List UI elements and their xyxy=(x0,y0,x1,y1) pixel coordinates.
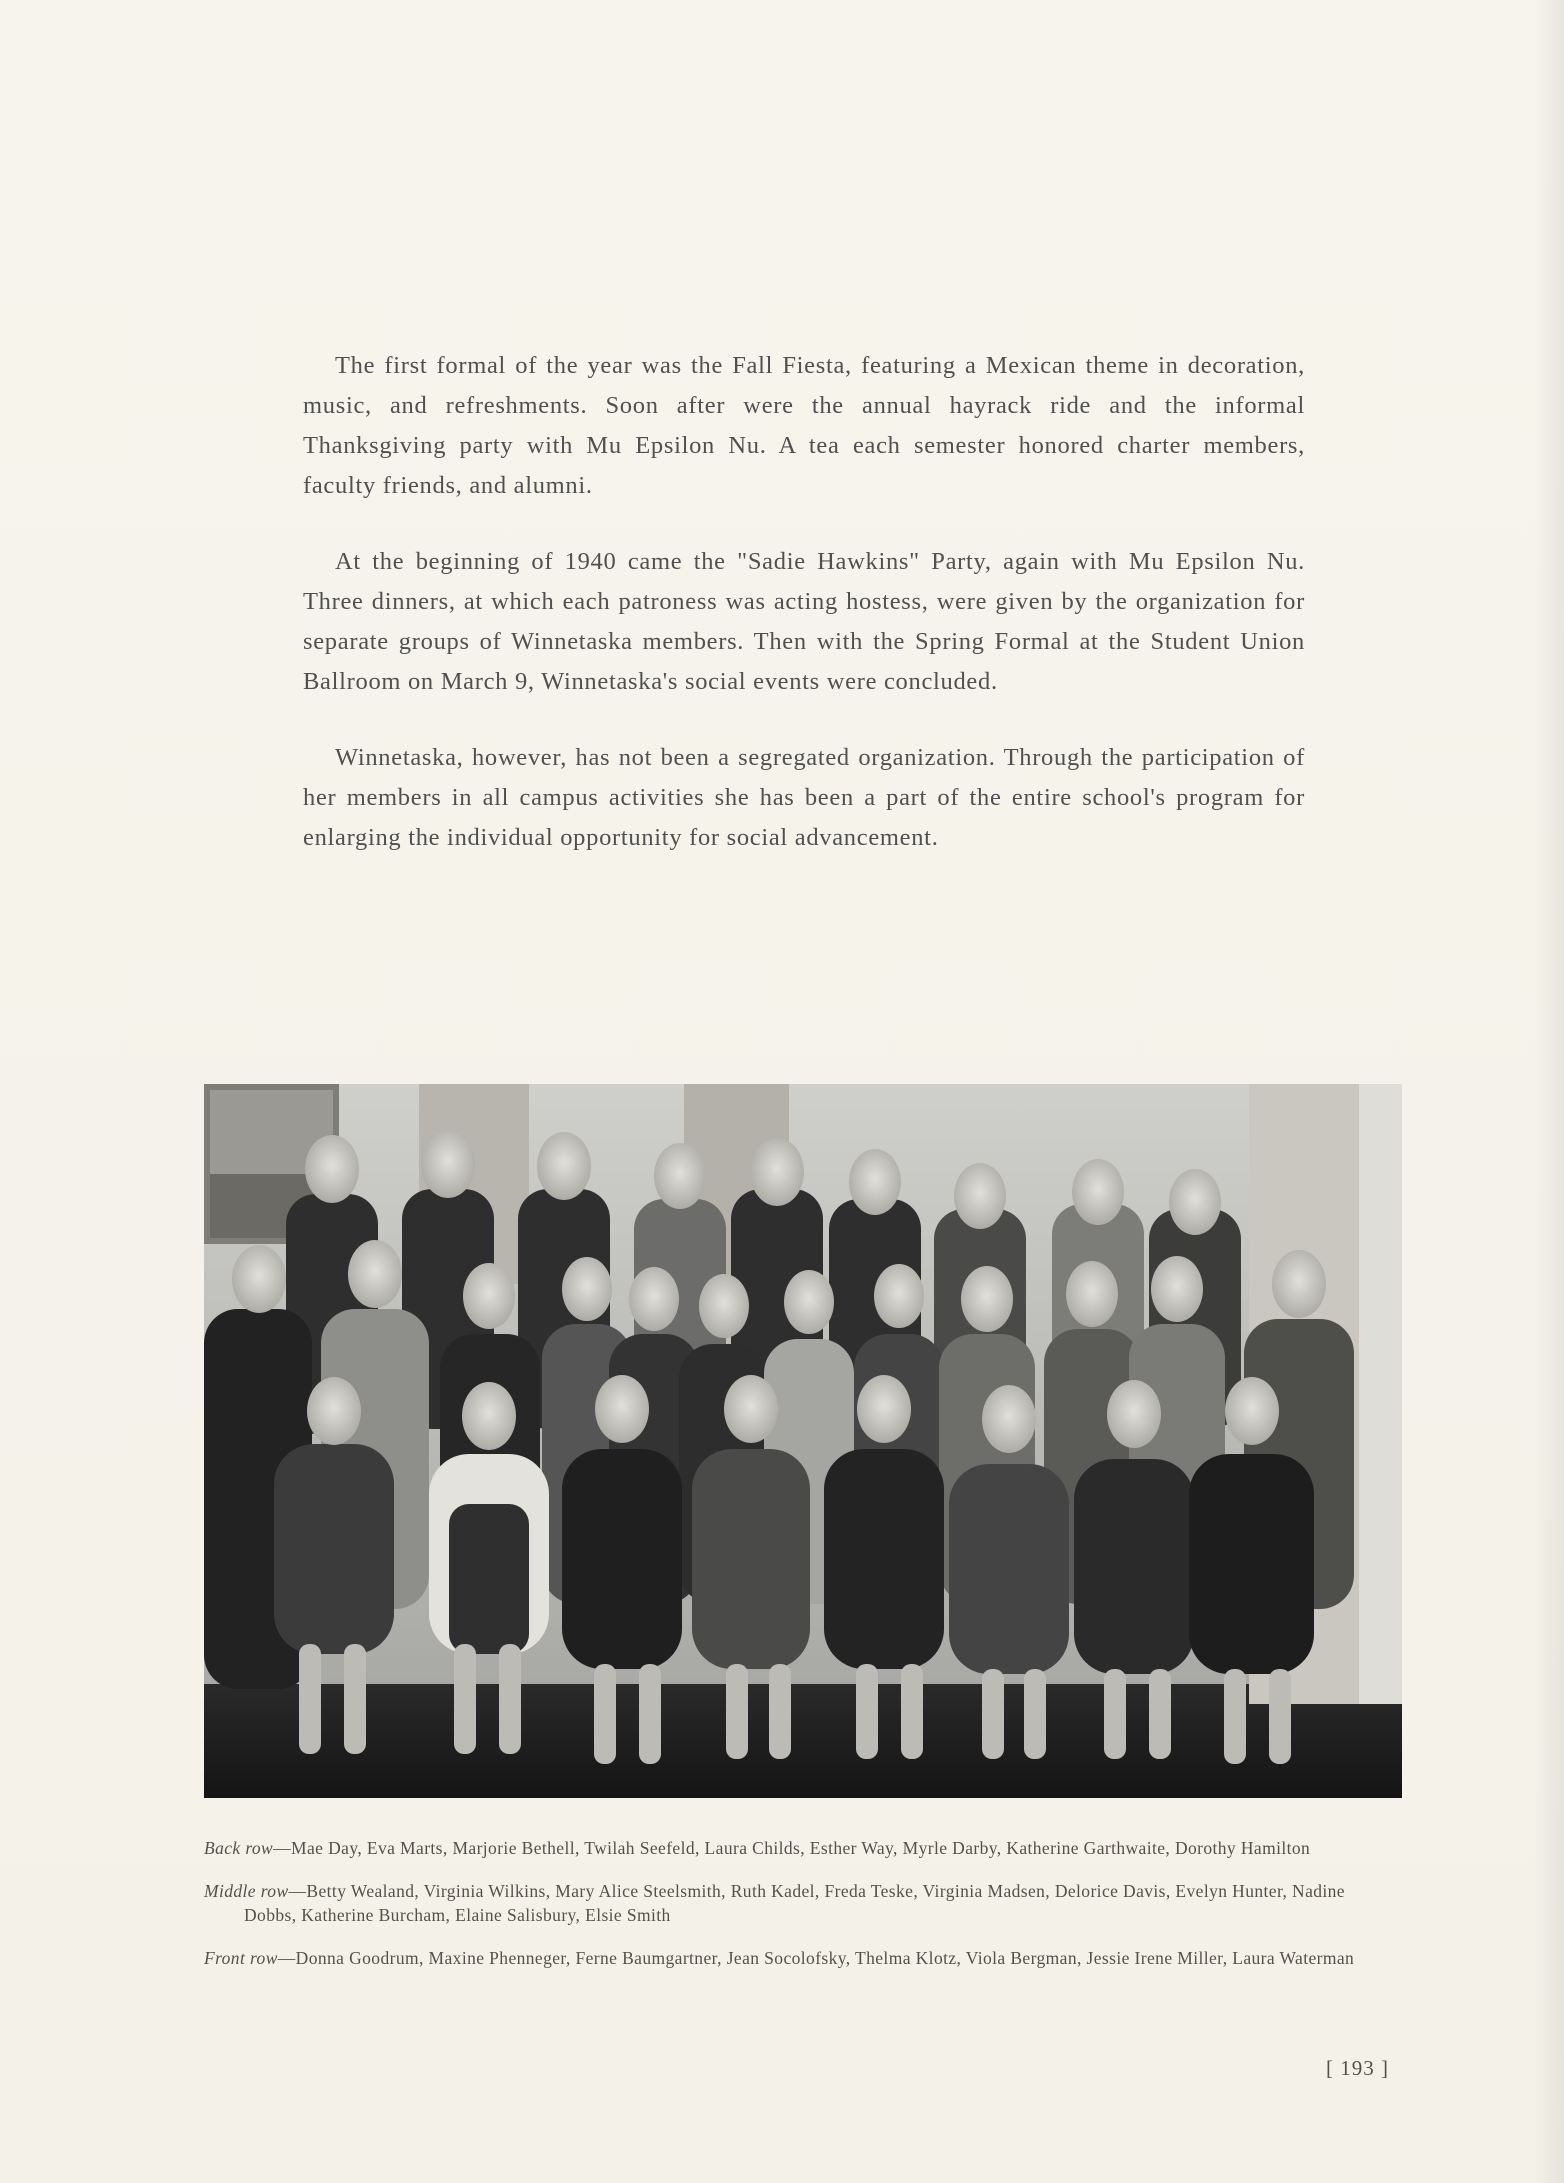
body-text xyxy=(303,346,1305,894)
caption-back-row-label: Back row xyxy=(204,1838,274,1858)
caption-middle-row-names: —Betty Wealand, Virginia Wilkins, Mary Alice Steelsmith, Ruth Kadel, Freda Teske, Virginia Madsen, Delorice Davis, Evelyn Hunter, Nadine Dobbs, Katherine Burcham, Elaine Salisbury, Elsie Smith xyxy=(244,1881,1345,1925)
group-photo xyxy=(204,1084,1402,1798)
page-number xyxy=(1326,2056,1389,2081)
paragraph-fall-fiesta: The first formal of the year was the Fall Fiesta, featuring a Mexican theme in decoration, music, and refreshments. Soon after were the annual hayrack ride and the informal Thanksgiving party with Mu Epsilon Nu. A tea each semester honored charter members, faculty friends, and alumni. xyxy=(303,352,1305,499)
paragraph-campus-activities: Winnetaska, however, has not been a segregated organization. Through the participation of her members in all campus activities she has been a part of the entire school's program for enlarging the individual opportunity for social advancement. xyxy=(303,744,1305,851)
page-number-open-bracket: [ xyxy=(1326,2056,1334,2080)
paragraph-sadie-hawkins: At the beginning of 1940 came the "Sadie Hawkins" Party, again with Mu Epsilon Nu. Three dinners, at which each patroness was acting hostess, were given by the organization for separate groups of Winnetaska members. Then with the Spring Formal at the Student Union Ballroom on March 9, Winnetaska's social events were concluded. xyxy=(303,548,1305,695)
photo-captions xyxy=(204,1836,1402,1989)
page-edge-shadow xyxy=(1534,0,1564,2183)
caption-back-row xyxy=(204,1836,1402,1860)
caption-front-row-names: —Donna Goodrum, Maxine Phenneger, Ferne Baumgartner, Jean Socolofsky, Thelma Klotz, Viola Bergman, Jessie Irene Miller, Laura Waterman xyxy=(277,1948,1355,1968)
caption-back-row-names: —Mae Day, Eva Marts, Marjorie Bethell, Twilah Seefeld, Laura Childs, Esther Way, Myrle Darby, Katherine Garthwaite, Dorothy Hamilton xyxy=(273,1838,1311,1858)
caption-front-row xyxy=(204,1946,1402,1970)
caption-front-row-label: Front row xyxy=(204,1948,278,1968)
page-number-value: 193 xyxy=(1340,2056,1375,2080)
page-number-close-bracket: ] xyxy=(1381,2056,1389,2080)
caption-middle-row-label: Middle row xyxy=(204,1881,289,1901)
caption-middle-row xyxy=(204,1879,1402,1927)
